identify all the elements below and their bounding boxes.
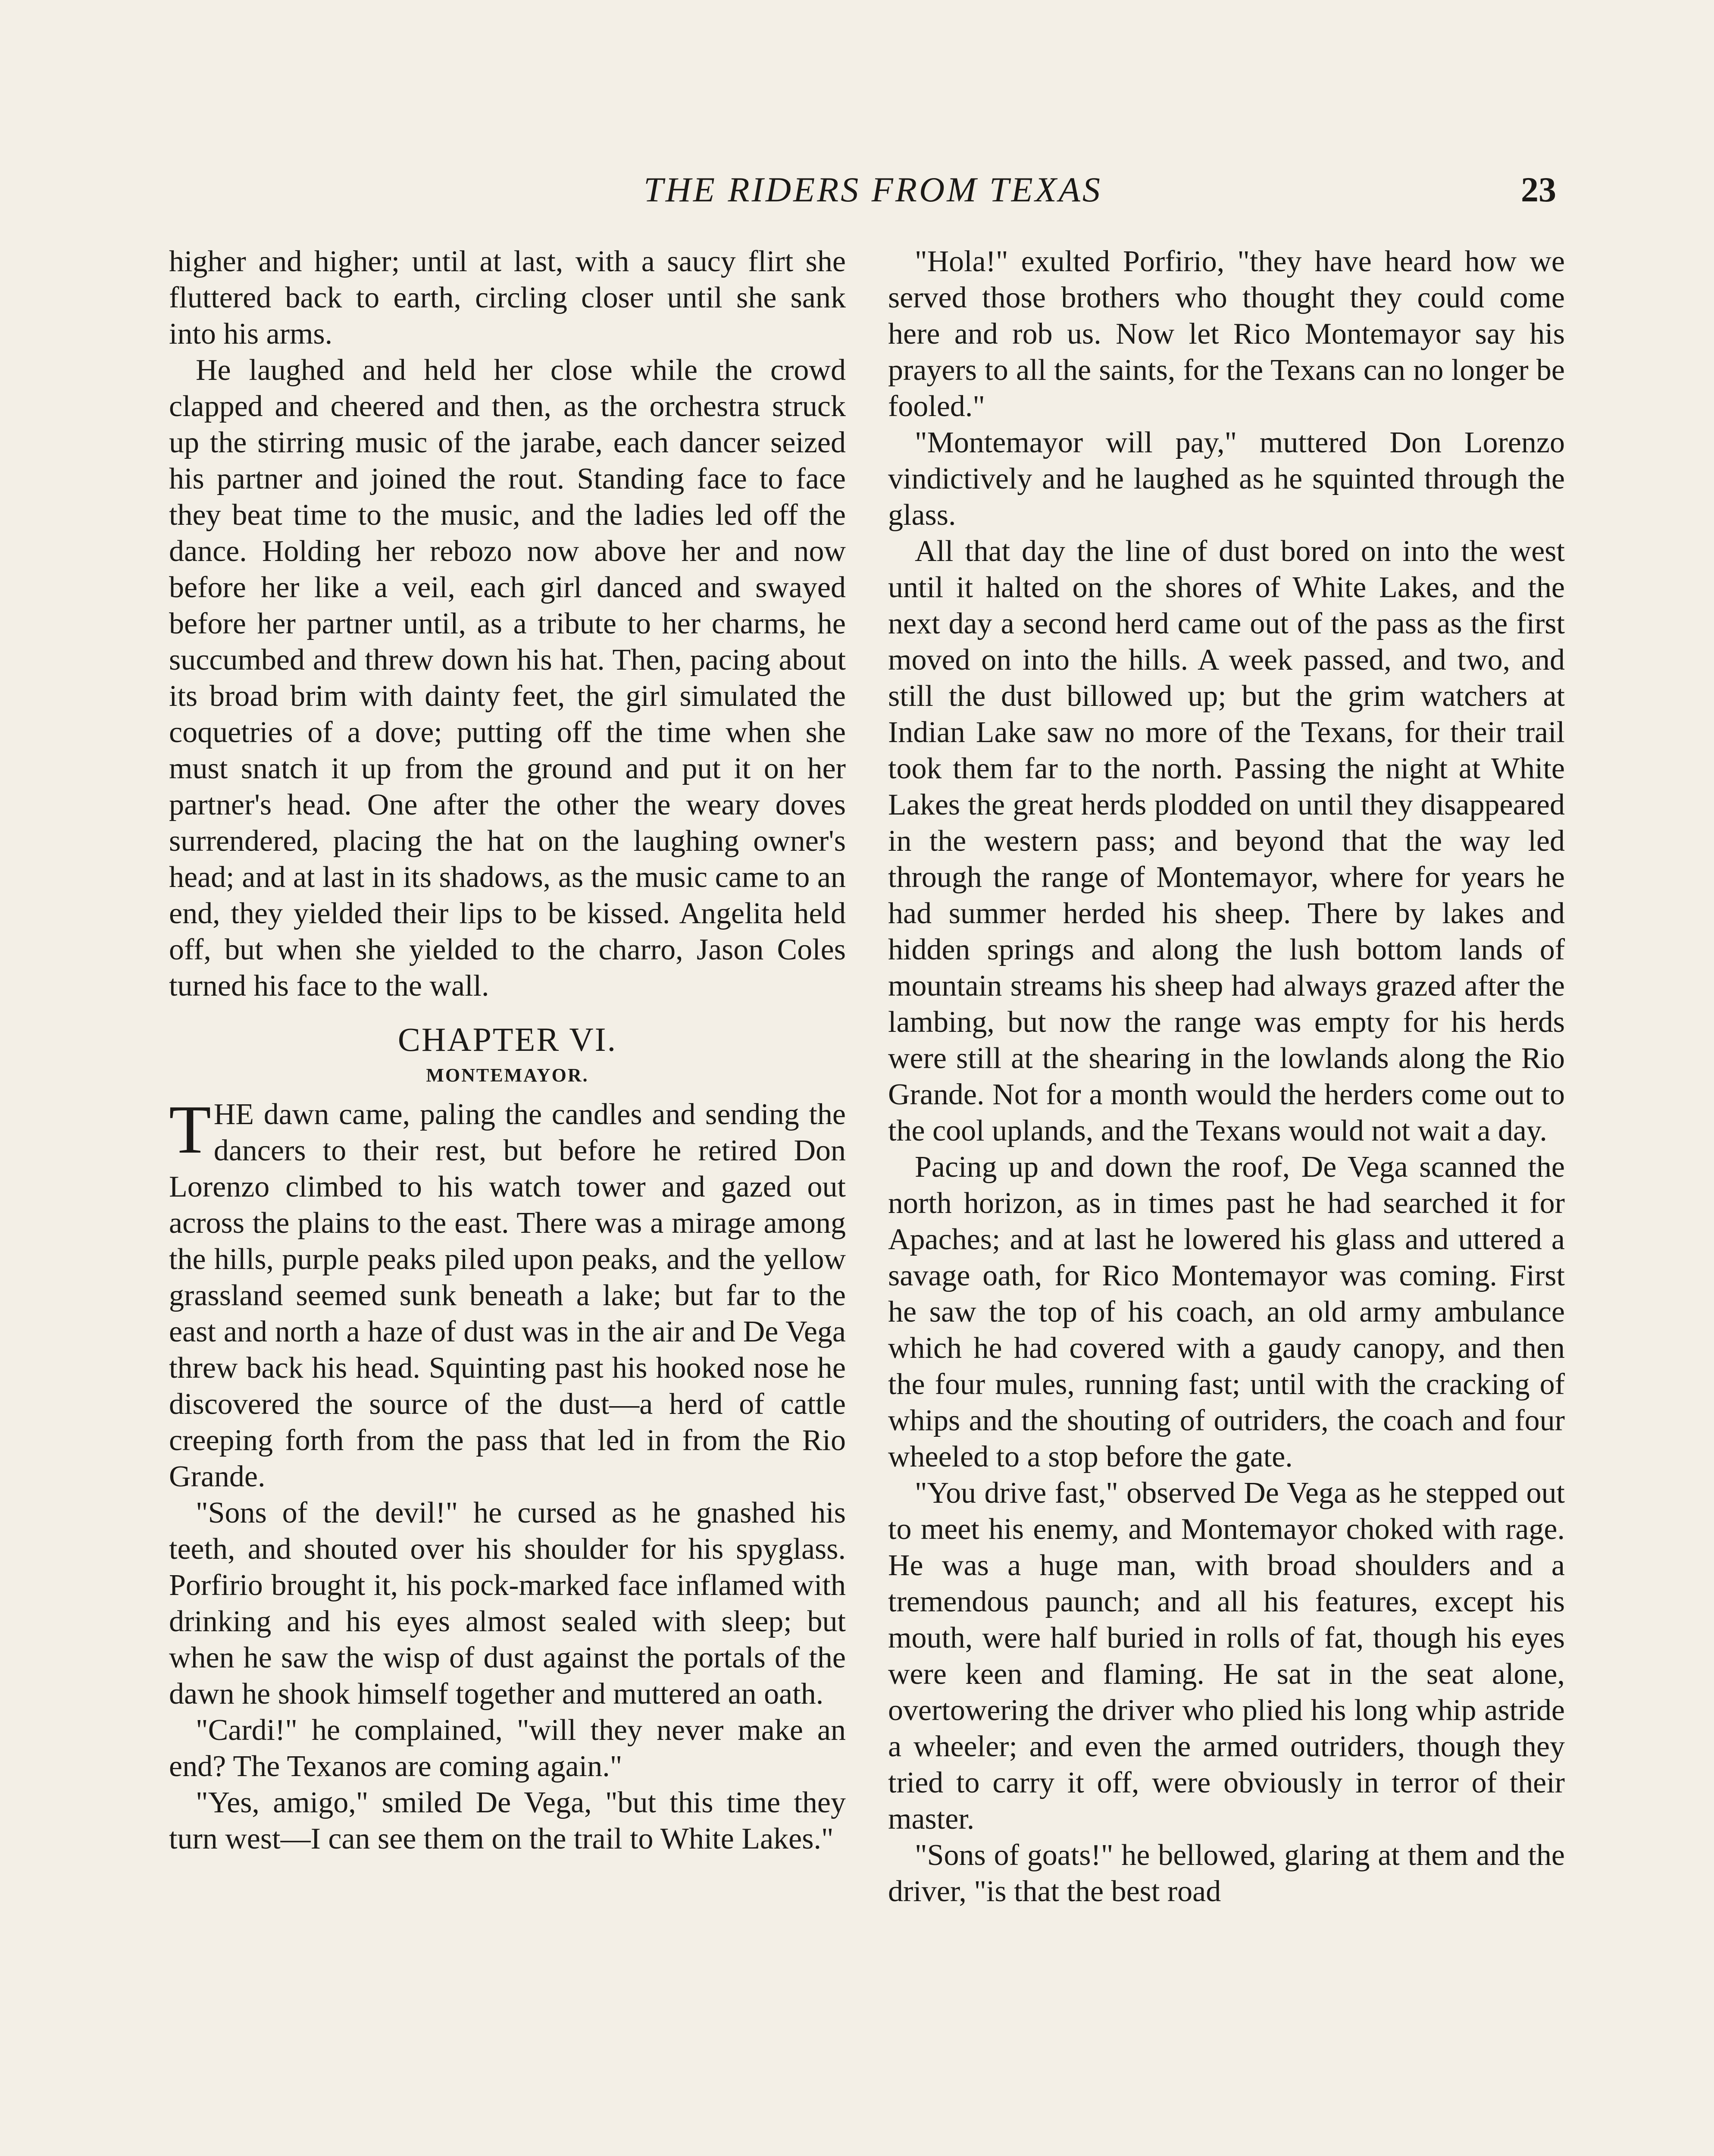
paragraph: He laughed and held her close while the crowd clapped and cheered and then, as the orchestra struck up the stirring music of the jarabe, each dancer seized his partner and joined the rout. Standing face to face they beat time to the music, and the ladies led off the dance. Holding her rebozo now above her and now before her like a veil, each girl danced and swayed before her partner until, as a tribute to her charms, he succumbed and threw down his hat. Then, pacing about its broad brim with dainty feet, the girl simulated the coquetries of a dove; putting off the time when she must snatch it up from the ground and put it on her partner's head. One after the other the weary doves surrendered, placing the hat on the laughing owner's head; and at last in its shadows, as the music came to an end, they yielded their lips to be kissed. Angelita held off, but when she yielded to the charro, Jason Coles turned his face to the wall. — [169, 354, 846, 1003]
paragraph-text: HE dawn came, paling the candles and sending the dancers to their rest, but before he retired Don Lorenzo climbed to his watch tower and gazed out across the plains to the east. There was a mirage among the hills, purple peaks piled upon peaks, and the yellow grassland seemed sunk beneath a lake; but far to the east and north a haze of dust was in the air and De Vega threw back his head. Squinting past his hooked nose he discovered the source of the dust—a herd of cattle creeping forth from the pass that led in from the Rio Grande. — [169, 1098, 846, 1493]
paragraph: "Montemayor will pay," muttered Don Lorenzo vindictively and he laughed as he squinted through the glass. — [888, 426, 1565, 532]
paragraph: "Sons of the devil!" he cursed as he gnashed his teeth, and shouted over his shoulder for his spyglass. Porfirio brought it, his pock-marked face inflamed with drinking and his eyes almost sealed with sleep; but when he saw the wisp of dust against the portals of the dawn he shook himself together and muttered an oath. — [169, 1496, 846, 1711]
drop-cap: T — [169, 1091, 211, 1168]
paragraph: higher and higher; until at last, with a saucy flirt she fluttered back to earth, circling closer until she sank into his arms. — [169, 245, 846, 351]
paragraph: "Yes, amigo," smiled De Vega, "but this time they turn west—I can see them on the trail to White Lakes." — [169, 1786, 846, 1855]
chapter-heading: CHAPTER VI. — [397, 1021, 617, 1058]
left-column — [169, 244, 846, 1857]
right-column — [888, 244, 1565, 1910]
chapter-opening-paragraph — [169, 1091, 846, 1495]
paragraph: "Cardi!" he complained, "will they never make an end? The Texanos are coming again." — [169, 1714, 846, 1783]
paragraph: "Sons of goats!" he bellowed, glaring at them and the driver, "is that the best road — [888, 1839, 1565, 1908]
chapter-subtitle: MONTEMAYOR. — [426, 1065, 589, 1086]
running-head — [168, 164, 1578, 216]
page-number: 23 — [1521, 170, 1556, 209]
running-title: THE RIDERS FROM TEXAS — [644, 170, 1102, 209]
paragraph: "You drive fast," observed De Vega as he stepped out to meet his enemy, and Montemayor choked with rage. He was a huge man, with broad shoulders and a tremendous paunch; and all his features, except his mouth, were half buried in rolls of fat, though his eyes were keen and flaming. He sat in the seat alone, overtowering the driver who plied his long whip astride a wheeler; and even the armed outriders, though they tried to carry it off, were obviously in terror of their master. — [888, 1476, 1565, 1836]
paragraph: All that day the line of dust bored on into the west until it halted on the shores of White Lakes, and the next day a second herd came out of the pass as the first moved on into the hills. A week passed, and two, and still the dust billowed up; but the grim watchers at Indian Lake saw no more of the Texans, for their trail took them far to the north. Passing the night at White Lakes the great herds plodded on until they disappeared in the western pass; and beyond that the way led through the range of Montemayor, where for years he had summer herded his sheep. There by lakes and hidden springs and along the lush bottom lands of mountain streams his sheep had always grazed after the lambing, but now the range was empty for his herds were still at the shearing in the lowlands along the Rio Grande. Not for a month would the herders come out to the cool uplands, and the Texans would not wait a day. — [888, 535, 1565, 1147]
paragraph: Pacing up and down the roof, De Vega scanned the north horizon, as in times past he had searched it for Apaches; and at last he lowered his glass and uttered a savage oath, for Rico Montemayor was coming. First he saw the top of his coach, an old army ambulance which he had covered with a gaudy canopy, and then the four mules, running fast; until with the cracking of whips and the shouting of outriders, the coach and four wheeled to a stop before the gate. — [888, 1150, 1565, 1473]
paragraph: "Hola!" exulted Porfirio, "they have heard how we served those brothers who thought they could come here and rob us. Now let Rico Montemayor say his prayers to all the saints, for the Texans can no longer be fooled." — [888, 245, 1565, 423]
